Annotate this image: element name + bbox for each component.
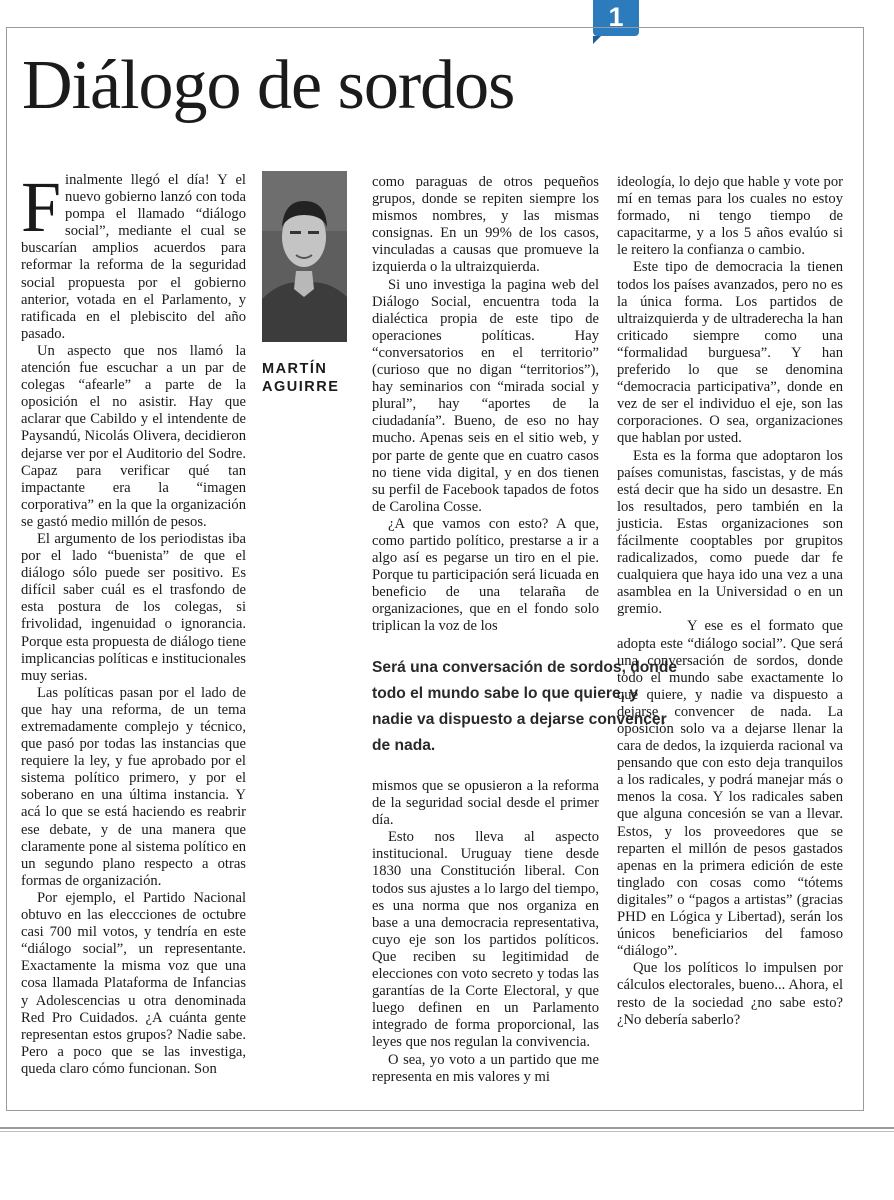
pull-quote: Será una conversación de sordos, donde todo el mundo sabe lo que quiere, y nadie va dispuesto a dejarse convencer de nada. (372, 659, 678, 754)
paragraph: ¿A que vamos con esto? A que, como partido político, prestarse a ir a algo así es pegarse un tiro en el pie. Porque tu participación será licuada en beneficio de una telaraña de organizaciones, que en el fondo solo triplican la voz de los (372, 515, 599, 635)
paragraph: ideología, lo dejo que hable y vote por mí en temas para los cuales no estoy formado, ni tengo tiempo de capacitarme, y a los 5 años evalúo si le reitero la confianza o cambio. (617, 174, 843, 259)
author-photo (262, 171, 347, 342)
drop-cap: F (21, 167, 62, 247)
paragraph: Si uno investiga la pagina web del Diálogo Social, encuentra toda la dialéctica propia de este tipo de operaciones políticas. Hay “conversatorios en el territorio” (curioso que no digan “territorios”), hay seminarios con “mirada social y plural”, hay “aportes de la ciudadanía”. Bueno, de eso no hay mucho. Apenas seis en el sitio web, y por parte de gente que en cuatro casos no tiene vida digital, y en dos tienen su perfil de Facebook tapados de fotos de Carolina Cosse. (372, 276, 599, 515)
paragraph: Un aspecto que nos llamó la atención fue escuchar a un par de colegas “afearle” a parte de la oposición el no asistir. Hay que aclarar que Cabildo y el intendente de Paysandú, Nicolás Olivera, decidieron dejarse ver por el Auditorio del Sodre. Capaz para verificar qué tan impactante era la “imagen corporativa” en la que la organización se gastó medio millón de pesos. (21, 342, 246, 530)
article-column-2-bottom (372, 778, 599, 1086)
paragraph: Las políticas pasan por el lado de que hay una reforma, de un tema extremadamente complejo y técnico, que pasó por todas las instancias que requiere la ley, y fue aprobado por el sistema político primero, y por el soberano en una última instancia. Y acá lo que se está haciendo es reabrir ese debate, y de una manera que claramente pone al sistema político en un segundo plano respecto a otras formas de organización. (21, 684, 246, 889)
paragraph: mismos que se opusieron a la reforma de la seguridad social desde el primer día. (372, 778, 599, 829)
paragraph: Que los políticos lo impulsen por cálculos electorales, bueno... Ahora, el resto de la sociedad ¿no sabe esto? ¿No debería saberlo? (617, 960, 843, 1028)
article-column-3 (617, 174, 843, 1029)
paragraph: Este tipo de democracia la tienen todos los países avanzados, pero no es la única forma. Los partidos de ultraizquierda y de ultraderecha la han criticado siempre como una “formalidad burguesa”. Y han preferido lo que se denomina “democracia participativa”, donde en vez de ser el individuo el eje, son las corporaciones. O sea, organizaciones que hablan por usted. (617, 259, 843, 447)
article-column-1 (21, 167, 246, 1078)
paragraph: El argumento de los periodistas iba por el lado “buenista” de que el diálogo sólo puede ser positivo. Es difícil saber cuál es el trasfondo de esta postura de los colegas, si frivolidad, ingenuidad o ignorancia. Porque esta propuesta de diálogo tiene implicancias políticas e institucionales muy serias. (21, 530, 246, 684)
page-divider (0, 1127, 894, 1129)
headline: Diálogo de sordos (22, 47, 515, 124)
paragraph: Y ese es el formato que adopta este “diálogo social”. Que será una conversación de sordos, donde todo el mundo sabe exactamente lo que quiere, y nadie va dispuesto a dejarse convencer de nada. La oposición solo va a dejarse llenar la cara de dedos, la izquierda racional va pensando que con esto deja tranquilos a los radicales, y podrá manejar más o menos la cosa. Y los radicales saben que alguna concesión se van a llevar. Estos, y los proveedores que se reparten el millón de pesos gastados apenas en la primera edición de este tinglado con cosas como “tótems digitales” o “pagos a artistas” (gracias PHD en Lógica y Libertad), serán los únicos beneficiarios del famoso “diálogo”. (617, 618, 843, 960)
author-byline (262, 360, 339, 396)
paragraph: Por ejemplo, el Partido Nacional obtuvo en las eleccciones de octubre casi 700 mil votos, y tendría en este “diálogo social”, un representante. Exactamente la misma voz que una cosa llamada Plataforma de Infancias y Adolescencias u otra denominada Red Pro Cuidados. ¿A cuánta gente representan estos grupos? Nadie sabe. Pero a poco que se las investiga, queda claro cómo funcionan. Son (21, 889, 246, 1077)
paragraph: Esto nos lleva al aspecto institucional. Uruguay tiene desde 1830 una Constitución liberal. Con todos sus ajustes a lo largo del tiempo, es una norma que nos organiza en base a una democracia representativa, cuyo eje son los partidos políticos. Que reciben su legitimidad de elecciones con voto secreto y todas las garantías de la Corte Electoral, y que luego definen en un Parlamento integrado de forma proporcional, las leyes que nos regulan la convivencia. (372, 829, 599, 1051)
author-last-name: AGUIRRE (262, 379, 340, 395)
page-number-badge: 1 (593, 0, 639, 36)
page-divider (0, 1131, 894, 1132)
paragraph: O sea, yo voto a un partido que me representa en mis valores y mi (372, 1051, 599, 1085)
author-first-name: MARTÍN (262, 361, 328, 377)
article-column-2-top (372, 174, 599, 636)
paragraph-text: inalmente llegó el día! Y el nuevo gobierno lanzó con toda pompa el llamado “diálogo social”, mediante el cual se buscarían amplios acuerdos para reformar la reforma de la seguridad social propuesta por el gobierno anterior, votada en el Parlamento, y ratificada en el plebiscito del año pasado. (21, 172, 246, 342)
paragraph: Esta es la forma que adoptaron los países comunistas, fascistas, y de más está decir que ha sido un desastre. En los resultados, pero también en la justicia. Estas organizaciones son fácilmente cooptables por grupitos radicalizados, como puede dar fe cualquiera que haya ido una vez a una asamblea en la Universidad o en un gremio. (617, 447, 843, 618)
paragraph (21, 167, 246, 343)
paragraph: como paraguas de otros pequeños grupos, donde se repiten siempre los mismos nombres, y las mismas consignas. En un 99% de los casos, vinculadas a causas que promueve la izquierda o la ultraizquierda. (372, 174, 599, 276)
author-portrait-image (262, 171, 347, 342)
